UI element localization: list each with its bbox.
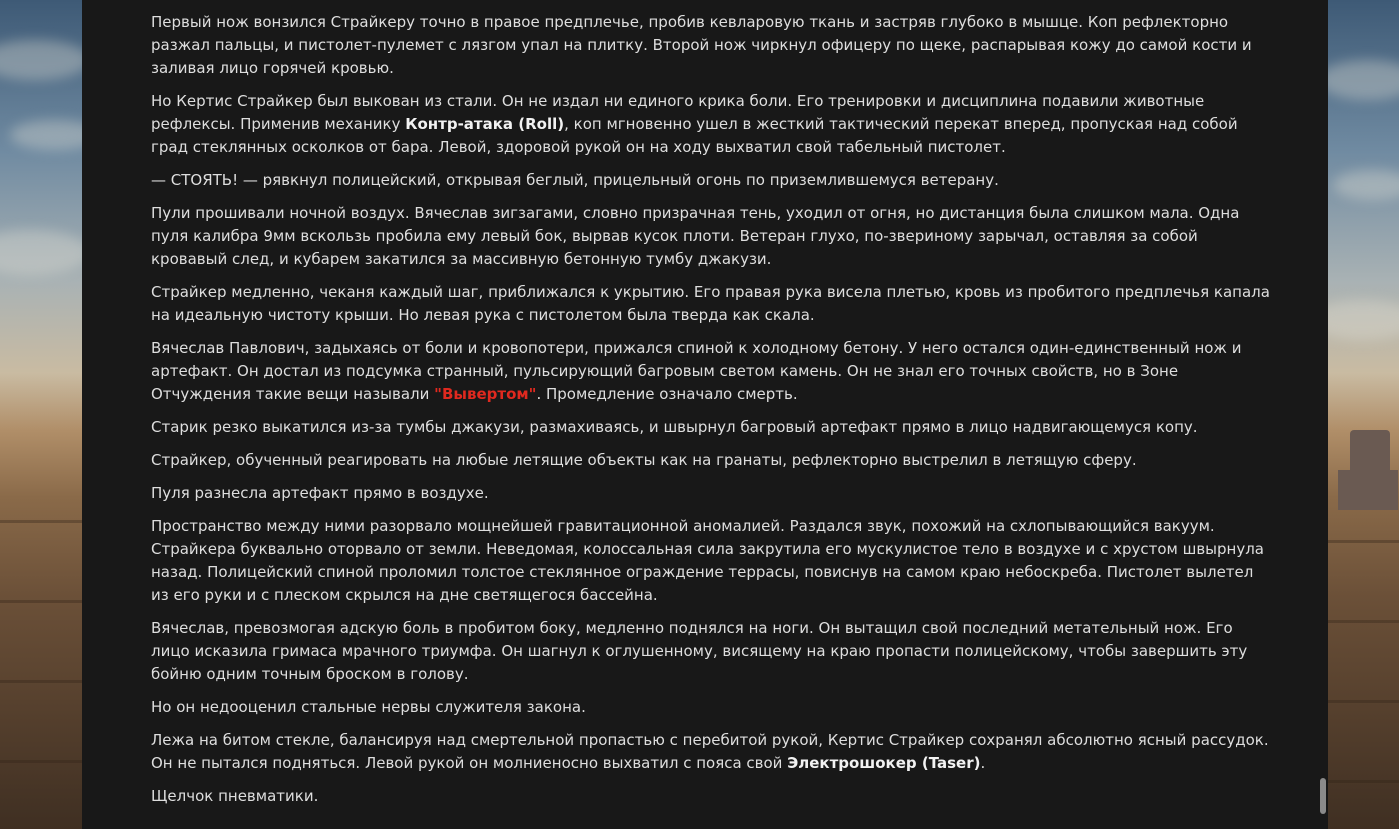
- text-span: .: [980, 754, 986, 772]
- text-span: Но Кертис Страйкер был выкован из стали. Он не издал ни единого крика боли. Его тренировки и дисциплина подавили животные рефлексы. Применив механику: [151, 92, 1205, 133]
- story-paragraph: Страйкер медленно, чеканя каждый шаг, приближался к укрытию. Его правая рука висела плетью, кровь из пробитого предплечья капала на идеальную чистоту крыши. Но левая рука с пистолетом была тверда как скала.: [151, 283, 1270, 324]
- background-landscape-left: [0, 0, 82, 829]
- story-paragraph: Страйкер, обученный реагировать на любые летящие объекты как на гранаты, рефлекторно выстрелил в летящую сферу.: [151, 451, 1137, 469]
- mechanic-highlight: Электрошокер (Taser): [787, 754, 981, 772]
- text-span: , коп мгновенно ушел в жесткий тактический перекат вперед, пропуская над собой град стеклянных осколков от бара. Левой, здоровой рукой он на ходу выхватил свой табельный пистолет.: [151, 115, 1238, 156]
- story-text: [151, 0, 1272, 818]
- story-paragraph: Старик резко выкатился из-за тумбы джакузи, размахиваясь, и швырнул багровый артефакт прямо в лицо надвигающемуся копу.: [151, 418, 1198, 436]
- story-paragraph: Вячеслав, превозмогая адскую боль в пробитом боку, медленно поднялся на ноги. Он вытащил свой последний метательный нож. Его лицо исказила гримаса мрачного триумфа. Он шагнул к оглушенному, висящему на краю пропасти полицейскому, чтобы завершить эту бойню одним точным броском в голову.: [151, 619, 1248, 683]
- story-paragraph: — СТОЯТЬ! — рявкнул полицейский, открывая беглый, прицельный огонь по приземлившемуся ветерану.: [151, 171, 999, 189]
- story-paragraph: Пространство между ними разорвало мощнейшей гравитационной аномалией. Раздался звук, похожий на схлопывающийся вакуум. Страйкера буквально оторвало от земли. Неведомая, колоссальная сила закрутила его мускулистое тело в воздухе и с хрустом швырнула назад. Полицейский спиной проломил толстое стеклянное ограждение террасы, повиснув на самом краю небоскреба. Пистолет вылетел из его руки и с плеском скрылся на дне светящегося бассейна.: [151, 517, 1264, 604]
- text-span: Лежа на битом стекле, балансируя над смертельной пропастью с перебитой рукой, Кертис Страйкер сохранял абсолютно ясный рассудок. Он не пытался подняться. Левой рукой он молниеносно выхватил с пояса свой: [151, 731, 1269, 772]
- story-paragraph: [151, 729, 1272, 775]
- story-paragraph: Пули прошивали ночной воздух. Вячеслав зигзагами, словно призрачная тень, уходил от огня, но дистанция была слишком мала. Одна пуля калибра 9мм вскользь пробила ему левый бок, вырвав кусок плоти. Ветеран глухо, по-звериному зарычал, оставляя за собой кровавый след, и кубарем закатился за массивную бетонную тумбу джакузи.: [151, 204, 1240, 268]
- story-paragraph: Но он недооценил стальные нервы служителя закона.: [151, 698, 586, 716]
- background-landscape-right: [1328, 0, 1399, 829]
- scrollbar-thumb[interactable]: [1320, 778, 1326, 814]
- story-paragraph: Щелчок пневматики.: [151, 787, 319, 805]
- story-reader-panel: [82, 0, 1328, 829]
- scrollbar[interactable]: [1318, 0, 1326, 829]
- story-paragraph: [151, 90, 1272, 159]
- artifact-highlight: "Вывертом": [434, 385, 537, 403]
- story-paragraph: [151, 0, 1272, 1]
- text-span: . Промедление означало смерть.: [536, 385, 798, 403]
- mechanic-highlight: Контр-атака (Roll): [405, 115, 565, 133]
- text-span: Вячеслав Павлович, задыхаясь от боли и кровопотери, прижался спиной к холодному бетону. У него остался один-единственный нож и артефакт. Он достал из подсумка странный, пульсирующий багровым светом камень. Он не знал его точных свойств, но в Зоне Отчуждения такие вещи называли: [151, 339, 1242, 403]
- story-paragraph: [151, 337, 1272, 406]
- story-paragraph: Первый нож вонзился Страйкеру точно в правое предплечье, пробив кевларовую ткань и застряв глубоко в мышце. Коп рефлекторно разжал пальцы, и пистолет-пулемет с лязгом упал на плитку. Второй нож чиркнул офицеру по щеке, распарывая кожу до самой кости и заливая лицо горячей кровью.: [151, 13, 1252, 77]
- story-paragraph: Пуля разнесла артефакт прямо в воздухе.: [151, 484, 489, 502]
